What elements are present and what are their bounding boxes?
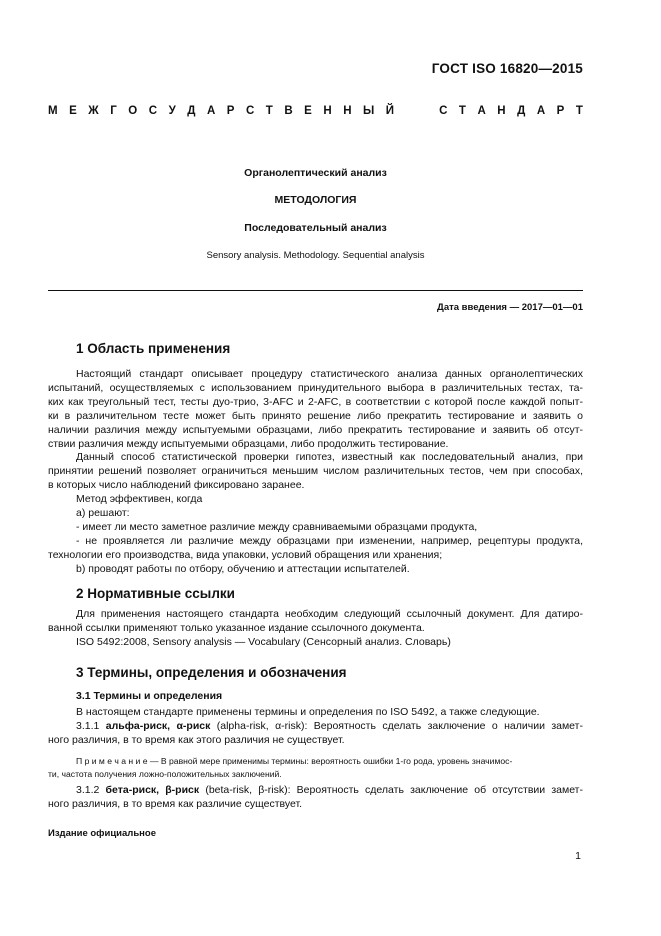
term-definition-cont: ного различия, в то время как этого различия не существует. — [48, 733, 345, 746]
standard-code: ГОСТ ISO 16820—2015 — [431, 61, 583, 76]
text-line: ванной ссылки применяют только указанное издание ссылочного документа. — [48, 621, 425, 634]
term-definition: Вероятность сделать заключение о наличии замет- — [313, 720, 583, 732]
title-line-1: Органолептический анализ — [244, 167, 387, 179]
title-line-3: Последовательный анализ — [244, 222, 387, 234]
heading-letter: У — [168, 105, 176, 117]
heading-letter: М — [48, 105, 58, 117]
text-line: в которых число наблюдений фиксировано заранее. — [48, 479, 305, 492]
list-item: a) решают: — [76, 507, 130, 520]
list-item: b) проводят работы по отбору, обучению и аттестации испытателей. — [76, 562, 410, 575]
term-number: 3.1.1 — [76, 720, 100, 732]
heading-letter: Р — [556, 105, 565, 117]
text-line: Данный способ статистической проверки гипотез, известный как последовательный анализ, при — [76, 451, 583, 464]
term-3-1-1 — [48, 720, 583, 748]
title-english: Sensory analysis. Methodology. Sequential analysis — [206, 250, 425, 261]
heading-letter: С — [439, 105, 448, 117]
heading-letter: Т — [575, 105, 583, 117]
text-line: ких как треугольный тест, тесты дуо-трио, 3-AFC и 2-AFC, в соответствии с которой после каждой попыт- — [48, 395, 583, 408]
text-line: ствии различия между испытуемыми образцами, либо продолжить тестирование. — [48, 437, 449, 450]
heading-letter: Е — [304, 105, 312, 117]
text-line: наличии различия между испытуемыми образцами, либо прекратить тестирование и заявить об отсут- — [48, 423, 583, 436]
section-2-heading: 2 Нормативные ссылки — [76, 586, 235, 601]
heading-letter: Н — [497, 105, 506, 117]
term-3-1-2 — [48, 784, 583, 812]
heading-letter: Д — [187, 105, 196, 117]
heading-letter: Е — [69, 105, 77, 117]
heading-letter: С — [148, 105, 158, 117]
section-3-heading: 3 Термины, определения и обозначения — [76, 665, 347, 680]
heading-letter: В — [284, 105, 293, 117]
heading-letter: Т — [265, 105, 273, 117]
heading-letter: Ж — [88, 105, 99, 117]
subsection-3-1-heading: 3.1 Термины и определения — [76, 690, 223, 702]
edition-label: Издание официальное — [48, 828, 156, 839]
term-line — [48, 720, 583, 734]
term-name: бета-риск, β-риск — [105, 784, 200, 796]
heading-letter: Г — [110, 105, 117, 117]
title-line-2: МЕТОДОЛОГИЯ — [274, 194, 357, 206]
heading-letter: А — [536, 105, 546, 117]
page-number: 1 — [575, 850, 581, 862]
heading-letter: А — [206, 105, 216, 117]
section-2-body — [48, 608, 583, 650]
heading-letter: Д — [517, 105, 526, 117]
term-name: альфа-риск, α-риск — [105, 720, 211, 732]
term-english: (alpha-risk, α-risk): — [216, 720, 308, 732]
note-line-2: ти, частота получения ложно-положительных заключений. — [48, 768, 282, 779]
note — [48, 755, 583, 780]
term-definition-cont: ного различия, в то время как различие существует. — [48, 797, 303, 810]
text-line: В настоящем стандарте применены термины и определения по ISO 5492, а также следующие. — [76, 706, 540, 718]
text-line: Метод эффективен, когда — [76, 493, 203, 506]
term-definition: Вероятность сделать заключение об отсутствии замет- — [296, 784, 583, 796]
heading-letter: С — [245, 105, 255, 117]
intro-date: Дата введения — 2017—01—01 — [437, 302, 583, 313]
text-line: Для применения настоящего стандарта необходим следующий ссылочный документ. Для датиро- — [76, 608, 583, 620]
heading-word-gap — [406, 105, 428, 117]
text-line: принятии решений позволяет ограничиться меньшим числом различительных тестов, чем при способах, — [48, 465, 583, 478]
title-divider — [48, 290, 583, 291]
term-line — [48, 784, 583, 798]
list-item: - не проявляется ли различие между образцами при изменении, например, рецептуры продукта, — [76, 534, 583, 547]
heading-letter: Й — [385, 105, 395, 117]
heading-letter: Т — [458, 105, 466, 117]
note-label: П р и м е ч а н и е — — [76, 756, 159, 766]
section-1-body — [48, 368, 583, 577]
text-line: ки в различительном тесте может быть принято решение либо прекратить тестирование и заявить о — [48, 409, 583, 422]
heading-letter: Ы — [363, 105, 375, 117]
list-item: - имеет ли место заметное различие между сравниваемыми образцами продукта, — [76, 520, 478, 533]
heading-letter: Н — [343, 105, 352, 117]
text-line: испытаний, осуществляемых с использованием принудительного выбора в различительных тестах, та- — [48, 381, 583, 394]
heading-letter: А — [477, 105, 486, 117]
text-line: технологии его производства, вида упаковки, условий обращения или хранения; — [48, 548, 443, 561]
section-1-heading: 1 Область применения — [76, 341, 231, 356]
heading-letter: Н — [323, 105, 332, 117]
term-number: 3.1.2 — [76, 784, 100, 796]
heading-letter: Р — [226, 105, 235, 117]
interstate-standard-heading — [48, 105, 583, 117]
term-english: (beta-risk, β-risk): — [205, 784, 291, 796]
heading-letter: О — [128, 105, 138, 117]
section-3-intro — [48, 706, 583, 720]
text-line: Настоящий стандарт описывает процедуру статистического анализа данных органолептических — [76, 368, 583, 380]
note-text: В равной мере применимы термины: вероятность ошибки 1-го рода, уровень значимос- — [160, 756, 513, 766]
note-line — [48, 755, 583, 768]
text-line: ISO 5492:2008, Sensory analysis — Vocabulary (Сенсорный анализ. Словарь) — [76, 635, 451, 648]
